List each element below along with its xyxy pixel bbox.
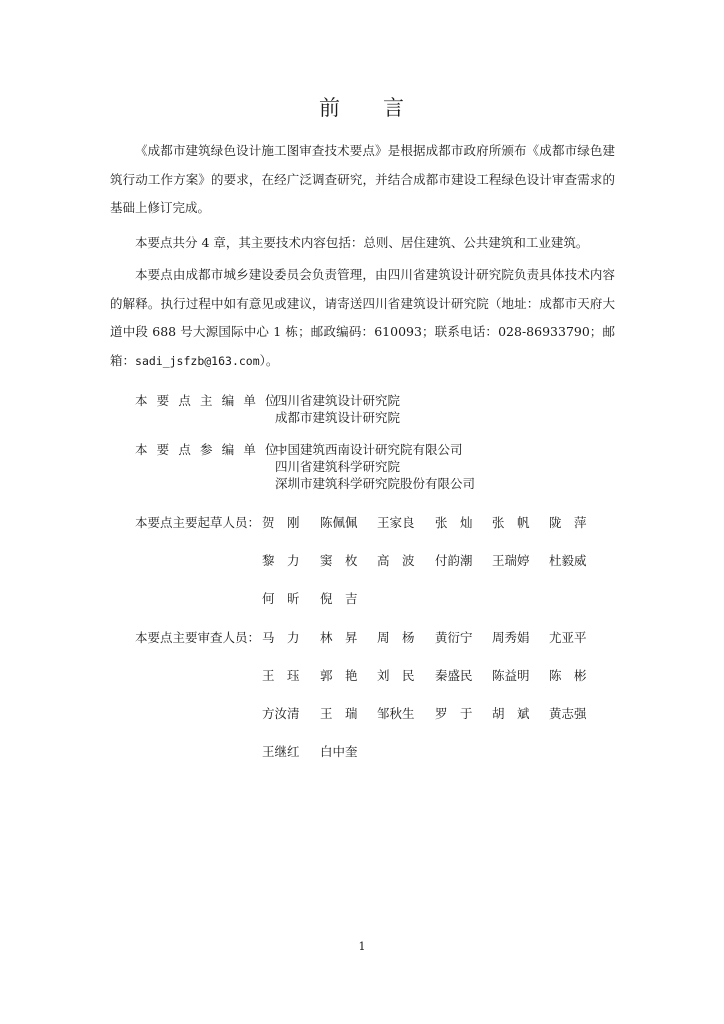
title-char-1: 前 (319, 96, 341, 120)
person-name: 方汝清 (262, 706, 300, 721)
person-name: 贺 刚 (262, 515, 300, 530)
chief-unit: 成都市建筑设计研究院 (275, 410, 401, 425)
person-name: 周 杨 (377, 630, 415, 645)
person-name: 何 昕 (262, 591, 300, 606)
person-name: 付韵潮 (435, 553, 473, 568)
person-name: 林 昇 (320, 630, 358, 645)
participating-unit: 中国建筑西南设计研究院有限公司 (275, 442, 463, 457)
person-name: 王家良 (377, 515, 415, 530)
person-name: 白中奎 (320, 744, 358, 759)
intro-paragraph: 《成都市建筑绿色设计施工图审查技术要点》是根据成都市政府所颁布《成都市绿色建筑行动工作方案》的要求，在经广泛调查研究，并结合成都市建设工程绿色设计审查需求的基础上修订完成。 (110, 143, 615, 215)
person-name: 胡 斌 (492, 706, 530, 721)
person-name: 陈益明 (492, 668, 530, 683)
contact-email: sadi_jsfzb@163.com (135, 353, 260, 368)
chief-units-block (135, 392, 401, 425)
person-name: 陈佩佩 (320, 515, 358, 530)
person-name: 黄志强 (549, 706, 587, 721)
person-name: 陇 萍 (549, 515, 587, 530)
person-name: 黎 力 (262, 553, 300, 568)
person-name: 刘 民 (377, 668, 415, 683)
person-name: 王 瑞 (320, 706, 358, 721)
chief-units-label: 本 要 点 主 编 单 位： (135, 393, 296, 408)
person-name: 高 波 (377, 553, 415, 568)
person-name: 周秀娟 (492, 630, 530, 645)
person-name: 郭 艳 (320, 668, 358, 683)
person-name: 陈 彬 (549, 668, 587, 683)
person-name: 王 珏 (262, 668, 300, 683)
person-name: 张 帆 (492, 515, 530, 530)
page-title (0, 92, 724, 122)
person-name: 王瑞婷 (492, 553, 530, 568)
management-text: 本要点由成都市城乡建设委员会负责管理，由四川省建筑设计研究院负责具体技术内容的解释。执行过程中如有意见或建议，请寄送四川省建筑设计研究院（地址：成都市天府大道中段 688 号大源国际中心 1 栋；邮政编码：610093；联系电话：028-86933790；邮箱： (110, 267, 615, 368)
reviewers-label: 本要点主要审查人员： (135, 630, 261, 645)
person-name: 王继红 (262, 744, 300, 759)
person-name: 倪 吉 (320, 591, 358, 606)
scope-paragraph: 本要点共分 4 章，其主要技术内容包括：总则、居住建筑、公共建筑和工业建筑。 (135, 235, 589, 250)
participating-units-label: 本 要 点 参 编 单 位： (135, 442, 296, 457)
person-name: 窦 枚 (320, 553, 358, 568)
participating-units-block (135, 441, 476, 491)
person-name: 黄衍宁 (435, 630, 473, 645)
page-number: 1 (358, 940, 366, 953)
person-name: 罗 于 (435, 706, 473, 721)
management-text-end: ）。 (259, 352, 279, 368)
person-name: 张 灿 (435, 515, 473, 530)
person-name: 邹秋生 (377, 706, 415, 721)
person-name: 秦盛民 (435, 668, 473, 683)
person-name: 尤亚平 (549, 630, 587, 645)
person-name: 马 力 (262, 630, 300, 645)
management-paragraph (110, 261, 615, 375)
drafters-label: 本要点主要起草人员： (135, 515, 261, 530)
participating-unit: 深圳市建筑科学研究院股份有限公司 (275, 476, 476, 491)
person-name: 杜毅威 (549, 553, 587, 568)
participating-unit: 四川省建筑科学研究院 (275, 459, 401, 474)
title-char-2: 言 (383, 96, 405, 120)
chief-unit: 四川省建筑设计研究院 (275, 393, 401, 408)
